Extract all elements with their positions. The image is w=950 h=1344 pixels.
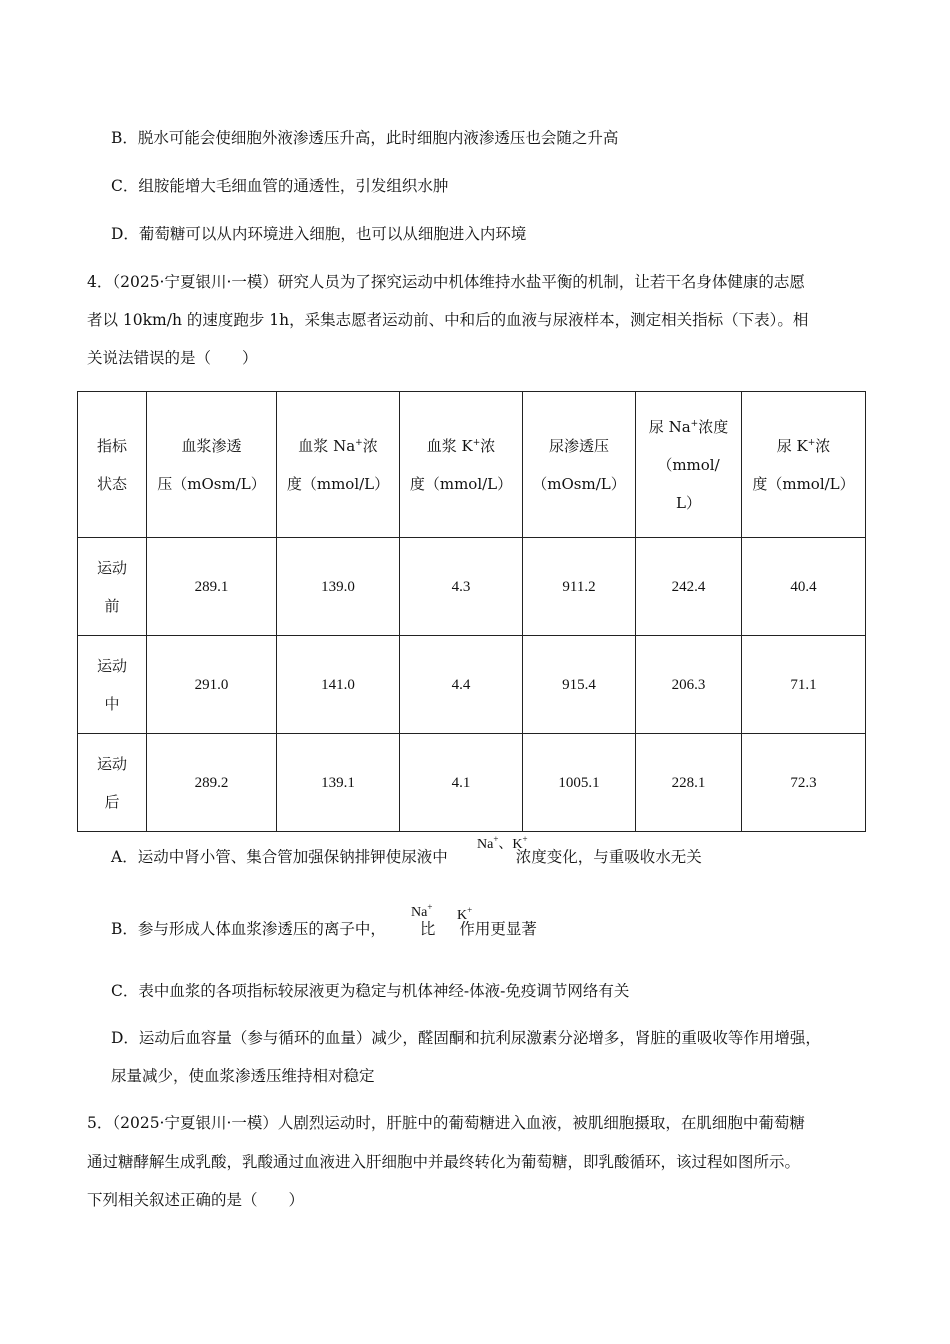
table-row-before (78, 538, 866, 636)
table-cell: 242.4 (636, 538, 742, 636)
table-cell: 915.4 (523, 636, 636, 734)
ion-formula-a: Na+、K+ (477, 834, 528, 852)
table-corner-cell: 指标 状态 (78, 392, 147, 538)
q4-option-a: A．运动中肾小管、集合管加强保钠排钾使尿液中 浓度变化，与重吸收水无关 (111, 848, 702, 866)
table-cell: 289.2 (147, 734, 277, 832)
header-plasma-osmolality: 血浆渗透 压（mOsm/L） (147, 392, 277, 538)
table-cell: 72.3 (742, 734, 866, 832)
q3-option-c: C．组胺能增大毛细血管的通透性，引发组织水肿 (111, 177, 449, 195)
table-cell: 291.0 (147, 636, 277, 734)
q4-option-b: B．参与形成人体血浆渗透压的离子中， 比 作用更显著 (111, 920, 537, 938)
q5-stem-line3: 下列相关叙述正确的是（ ） (87, 1191, 305, 1209)
header-urine-na: 尿 Na+浓度 （mmol/ L） (636, 392, 742, 538)
header-plasma-k: 血浆 K+浓 度（mmol/L） (400, 392, 523, 538)
table-cell: 4.4 (400, 636, 523, 734)
q3-option-b: B．脱水可能会使细胞外液渗透压升高，此时细胞内液渗透压也会随之升高 (111, 129, 619, 147)
table-cell: 228.1 (636, 734, 742, 832)
row-state-label: 运动 中 (78, 636, 147, 734)
table-header-row (78, 392, 866, 538)
q4-option-d-line2: 尿量减少，使血浆渗透压维持相对稳定 (111, 1067, 375, 1085)
table-cell: 4.3 (400, 538, 523, 636)
q4-stem-line3: 关说法错误的是（ ） (87, 349, 258, 367)
table-cell: 1005.1 (523, 734, 636, 832)
table-cell: 71.1 (742, 636, 866, 734)
row-state-label: 运动 后 (78, 734, 147, 832)
row-state-label: 运动 前 (78, 538, 147, 636)
table-row-after (78, 734, 866, 832)
ion-k: K+ (457, 905, 473, 923)
header-plasma-na: 血浆 Na+浓 度（mmol/L） (277, 392, 400, 538)
table-cell: 139.0 (277, 538, 400, 636)
table-cell: 911.2 (523, 538, 636, 636)
table-cell: 206.3 (636, 636, 742, 734)
header-urine-k: 尿 K+浓 度（mmol/L） (742, 392, 866, 538)
table-cell: 141.0 (277, 636, 400, 734)
q3-option-d: D．葡萄糖可以从内环境进入细胞，也可以从细胞进入内环境 (111, 225, 527, 243)
ion-na: Na+ (411, 902, 433, 920)
table-row-during (78, 636, 866, 734)
q4-option-c: C．表中血浆的各项指标较尿液更为稳定与机体神经-体液-免疫调节网络有关 (111, 982, 630, 1000)
q5-stem-line2: 通过糖酵解生成乳酸，乳酸通过血液进入肝细胞中并最终转化为葡萄糖，即乳酸循环，该过程如图所示。 (87, 1153, 801, 1171)
q5-stem-line1: 5．（2025·宁夏银川·一模）人剧烈运动时，肝脏中的葡萄糖进入血液，被肌细胞摄取，在肌细胞中葡萄糖 (87, 1114, 805, 1132)
q4-stem-line2: 者以 10km/h 的速度跑步 1h，采集志愿者运动前、中和后的血液与尿液样本，测定相关指标（下表）。相 (87, 311, 809, 329)
q4-stem-line1: 4．（2025·宁夏银川·一模）研究人员为了探究运动中机体维持水盐平衡的机制，让若干名身体健康的志愿 (87, 273, 805, 291)
q4-data-table (77, 391, 866, 832)
table-cell: 40.4 (742, 538, 866, 636)
q4-option-d-line1: D．运动后血容量（参与循环的血量）减少，醛固酮和抗利尿激素分泌增多，肾脏的重吸收等作用增强， (111, 1029, 821, 1047)
header-urine-osmolality: 尿渗透压 （mOsm/L） (523, 392, 636, 538)
table-cell: 4.1 (400, 734, 523, 832)
table-cell: 289.1 (147, 538, 277, 636)
table-cell: 139.1 (277, 734, 400, 832)
